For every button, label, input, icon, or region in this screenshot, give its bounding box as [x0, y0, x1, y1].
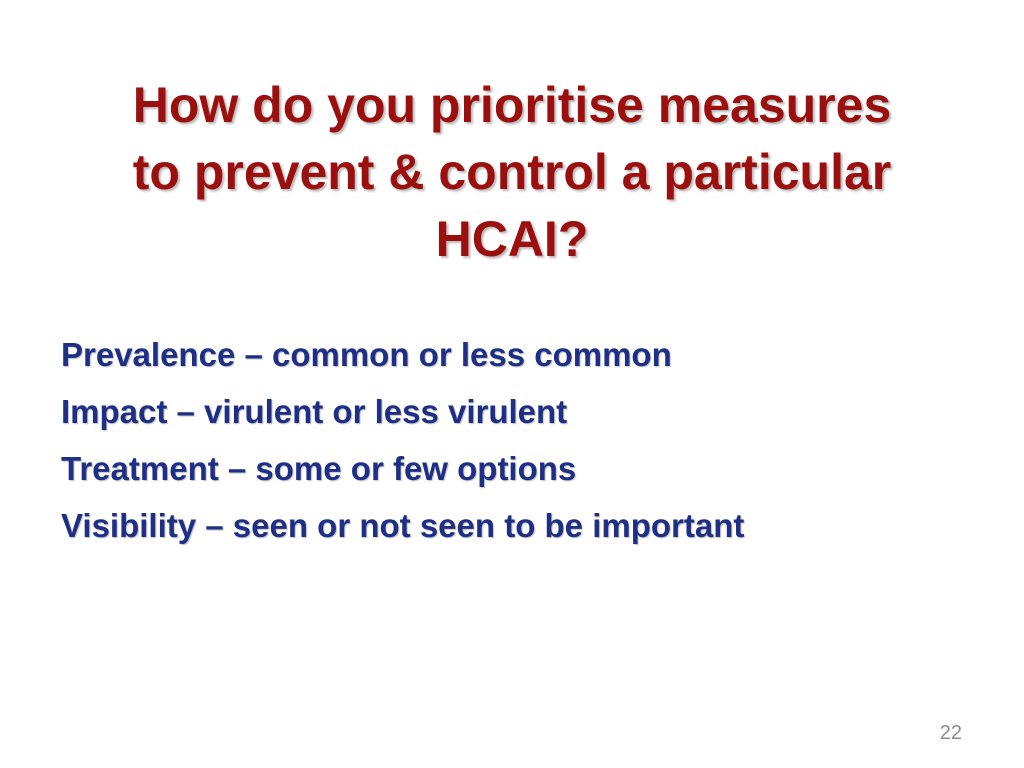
slide-title	[60, 72, 964, 273]
point-impact: Impact – virulent or less virulent	[61, 393, 568, 430]
title-line-1: How do you prioritise measures	[132, 77, 892, 133]
point-visibility: Visibility – seen or not seen to be important	[61, 507, 745, 544]
title-line-3: HCAI?	[435, 211, 589, 267]
bullet-list	[61, 326, 744, 554]
page-number: 22	[939, 722, 962, 744]
title-line-2: to prevent & control a particular	[132, 144, 892, 200]
point-treatment: Treatment – some or few options	[61, 450, 577, 487]
point-prevalence: Prevalence – common or less common	[61, 336, 672, 373]
